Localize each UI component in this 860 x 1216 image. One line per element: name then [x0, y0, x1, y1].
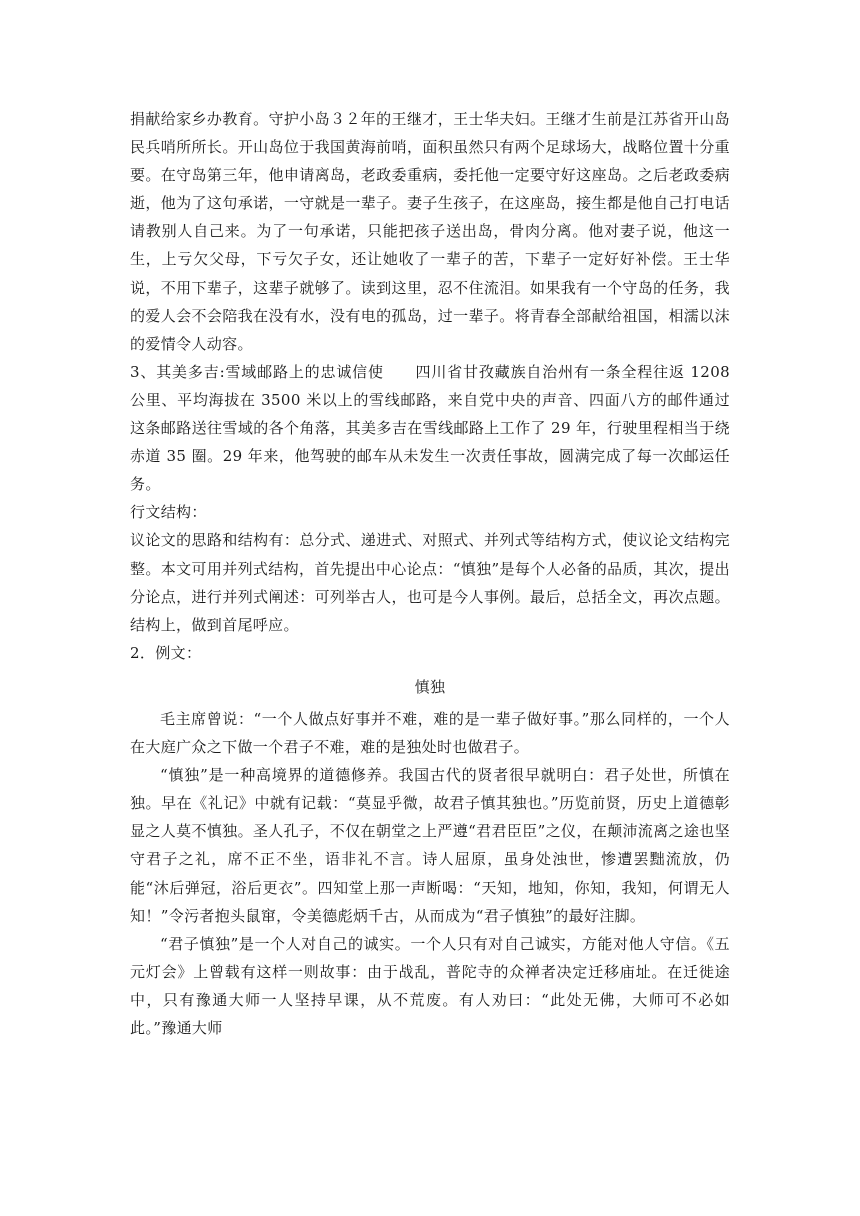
paragraph-wang-jicai: 捐献给家乡办教育。守护小岛３２年的王继才，王士华夫妇。王继才生前是江苏省开山岛民兵哨所所长。开山岛位于我国黄海前哨，面积虽然只有两个足球场大，战略位置十分重要。在守岛第三年，他申请离岛，老政委重病，委托他一定要守好这座岛。之后老政委病逝，他为了这句承诺，一守就是一辈子。妻子生孩子，在这座岛，接生都是他自己打电话请教别人自己来。为了一句承诺，只能把孩子送出岛，骨肉分离。他对妻子说，他这一生，上亏欠父母，下亏欠子女，还让她收了一辈子的苦，下辈子一定好好补偿。王士华说，不用下辈子，这辈子就够了。读到这里，忍不住流泪。如果我有一个守岛的任务，我的爱人会不会陪我在没有水，没有电的孤岛，过一辈子。将青春全部献给祖国，相濡以沫的爱情令人动容。	[130, 110, 730, 353]
paragraph-structure-body: 议论文的思路和结构有：总分式、递进式、对照式、并列式等结构方式，使议论文结构完整。本文可用并列式结构，首先提出中心论点：“慎独”是每个人必备的品质，其次，提出分论点，进行并列式阐述：可列举古人，也可是今人事例。最后，总括全文，再次点题。结构上，做到首尾呼应。	[130, 531, 730, 634]
essay-title: 慎独	[414, 677, 446, 696]
document-page	[130, 105, 730, 1042]
essay-paragraph-3: “君子慎独”是一个人对自己的诚实。一个人只有对自己诚实，方能对他人守信。《五元灯会》上曾载有这样一则故事：由于战乱，普陀寺的众禅者决定迁移庙址。在迁徙途中，只有豫通大师一人坚持早课，从不荒废。有人劝曰：“此处无佛，大师可不必如此。”豫通大师	[130, 934, 730, 1037]
essay-paragraph-1: 毛主席曾说：“一个人做点好事并不难，难的是一辈子做好事。”那么同样的，一个人在大庭广众之下做一个君子不难，难的是独处时也做君子。	[130, 709, 730, 757]
paragraph-qimei-duoji: 3、其美多吉:雪域邮路上的忠诚信使 四川省甘孜藏族自治州有一条全程往返 1208 公里、平均海拔在 3500 米以上的雪线邮路，来自党中央的声音、四面八方的邮件通过这条邮路送往雪域的各个角落，其美多吉在雪线邮路上工作了 29 年，行驶里程相当于绕赤道 35 圈。29 年来，他驾驶的邮车从未发生一次责任事故，圆满完成了每一次邮运任务。	[130, 362, 730, 494]
paragraph-structure-heading: 行文结构：	[130, 503, 207, 522]
paragraph-example-heading: 2．例文：	[130, 643, 202, 662]
essay-paragraph-2: “慎独”是一种高境界的道德修养。我国古代的贤者很早就明白：君子处世，所慎在独。早在《礼记》中就有记载：“莫显乎微，故君子慎其独也。”历览前贤，历史上道德彰显之人莫不慎独。圣人孔子，不仅在朝堂之上严遵“君君臣臣”之仪，在颠沛流离之途也坚守君子之礼，席不正不坐，语非礼不言。诗人屈原，虽身处浊世，惨遭罢黜流放，仍能“沐后弹冠，浴后更衣”。四知堂上那一声断喝：“天知，地知，你知，我知，何谓无人知！”令污者抱头鼠窜，令美德彪炳千古，从而成为“君子慎独”的最好注脚。	[130, 766, 730, 925]
